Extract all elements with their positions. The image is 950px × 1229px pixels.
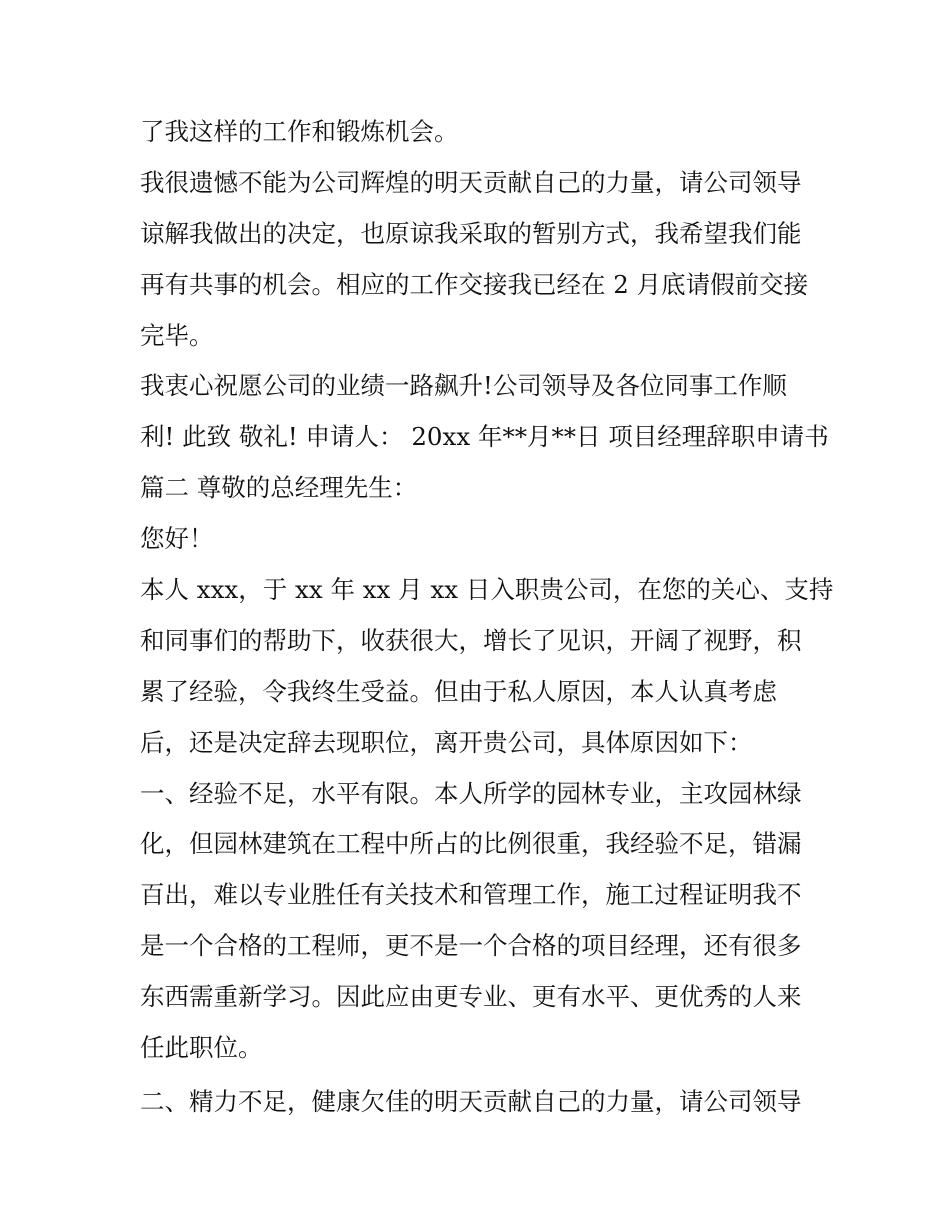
text-line: 完毕。 xyxy=(140,320,214,350)
text-line: 是一个合格的工程师，更不是一个合格的项目经理，还有很多 xyxy=(140,931,802,961)
text-line: 任此职位。 xyxy=(140,1033,263,1063)
text-line: 篇二 尊敬的总经理先生： xyxy=(140,473,418,503)
text-line: 后，还是决定辞去现职位，离开贵公司，具体原因如下： xyxy=(140,727,753,757)
text-line: 再有共事的机会。相应的工作交接我已经在 2 月底请假前交接 xyxy=(140,269,809,299)
text-line: 我衷心祝愿公司的业绩一路飙升!公司领导及各位同事工作顺 xyxy=(140,371,787,401)
text-line: 我很遗憾不能为公司辉煌的明天贡献自己的力量，请公司领导 xyxy=(140,167,802,197)
text-line: 本人 xxx，于 xx 年 xx 月 xx 日入职贵公司，在您的关心、支持 xyxy=(140,575,834,605)
text-line: 化，但园林建筑在工程中所占的比例很重，我经验不足，错漏 xyxy=(140,829,802,859)
text-line: 东西需重新学习。因此应由更专业、更有水平、更优秀的人来 xyxy=(140,982,802,1012)
text-line: 了我这样的工作和锻炼机会。 xyxy=(140,117,459,146)
document-body xyxy=(140,107,834,1128)
text-line: 二、精力不足，健康欠佳的明天贡献自己的力量，请公司领导 xyxy=(140,1086,802,1116)
text-line: 利! 此致 敬礼! 申请人： 20xx 年**月**日 项目经理辞职申请书 xyxy=(140,422,829,452)
text-line: 谅解我做出的决定，也原谅我采取的暂别方式，我希望我们能 xyxy=(140,218,802,248)
text-line: 累了经验，令我终生受益。但由于私人原因，本人认真考虑 xyxy=(140,676,777,706)
text-line: 和同事们的帮助下，收获很大，增长了见识，开阔了视野，积 xyxy=(140,625,802,655)
text-line: 百出，难以专业胜任有关技术和管理工作，施工过程证明我不 xyxy=(140,880,802,910)
text-line: 一、经验不足，水平有限。本人所学的园林专业，主攻园林绿 xyxy=(140,778,802,808)
text-line: 您好！ xyxy=(140,524,214,554)
